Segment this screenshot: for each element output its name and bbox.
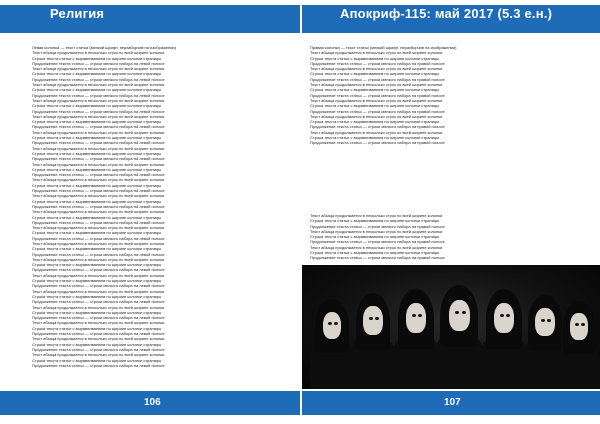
- text-line: Строка текста статьи с выравниванием по ширине колонки страницы: [32, 87, 162, 93]
- header-bar-left: [0, 5, 300, 33]
- hooded-figure: [350, 293, 396, 389]
- text-line: Текст абзаца продолжается в несколько строк по всей ширине колонки: [32, 177, 165, 183]
- hooded-figure: [434, 285, 484, 389]
- text-line: Строка текста статьи с выравниванием по ширине колонки страницы: [32, 325, 162, 331]
- text-line: Строка текста статьи с выравниванием по ширине колонки страницы: [310, 234, 440, 240]
- page-number-right: 107: [444, 397, 461, 408]
- text-line: Текст абзаца продолжается в несколько строк по всей ширине колонки: [310, 228, 443, 234]
- text-line: Продолжение текста статьи — строки мелкого набора на правой полосе: [310, 108, 445, 114]
- text-line: Строка текста статьи с выравниванием по ширине колонки страницы: [32, 182, 162, 188]
- text-line: Продолжение текста статьи — строки мелкого набора на левой полосе: [32, 140, 165, 146]
- text-line: Продолжение текста статьи — строки мелкого набора на левой полосе: [32, 172, 165, 178]
- hooded-figure: [392, 289, 440, 389]
- text-line: Продолжение текста статьи — строки мелкого набора на левой полосе: [32, 283, 165, 289]
- text-line: Продолжение текста статьи — строки мелкого набора на правой полосе: [310, 140, 445, 146]
- text-line: Текст абзаца продолжается в несколько строк по всей ширине колонки: [310, 244, 443, 250]
- text-line: Строка текста статьи с выравниванием по ширине колонки страницы: [32, 166, 162, 172]
- text-line: Продолжение текста статьи — строки мелкого набора на правой полосе: [310, 124, 445, 130]
- text-line: Левая колонка — текст статьи (мелкий шрифт, неразборчив на изображении): [32, 45, 176, 50]
- text-line: Правая колонка — текст статьи (мелкий шрифт, неразборчив на изображении): [310, 45, 457, 50]
- text-line: Продолжение текста статьи — строки мелкого набора на левой полосе: [32, 267, 165, 273]
- text-line: Строка текста статьи с выравниванием по ширине колонки страницы: [32, 278, 162, 284]
- text-line: Строка текста статьи с выравниванием по ширине колонки страницы: [32, 119, 162, 125]
- right-text-column-top: [310, 45, 578, 147]
- text-line: Строка текста статьи с выравниванием по ширине колонки страницы: [310, 87, 440, 93]
- text-line: Строка текста статьи с выравниванием по ширине колонки страницы: [310, 119, 440, 125]
- text-line: Продолжение текста статьи — строки мелкого набора на правой полосе: [310, 76, 445, 82]
- text-line: Строка текста статьи с выравниванием по ширине колонки страницы: [310, 103, 440, 109]
- hooded-figures-photo: [302, 265, 600, 389]
- text-line: Текст абзаца продолжается в несколько строк по всей ширине колонки: [32, 97, 165, 103]
- text-line: Строка текста статьи с выравниванием по ширине колонки страницы: [32, 103, 162, 109]
- text-line: Текст абзаца продолжается в несколько строк по всей ширине колонки: [32, 209, 165, 215]
- text-line: Текст абзаца продолжается в несколько строк по всей ширине колонки: [310, 97, 443, 103]
- text-line: Строка текста статьи с выравниванием по ширине колонки страницы: [32, 262, 162, 268]
- text-line: Продолжение текста статьи — строки мелкого набора на левой полосе: [32, 331, 165, 337]
- text-line: Строка текста статьи с выравниванием по ширине колонки страницы: [32, 55, 162, 61]
- text-line: Текст абзаца продолжается в несколько строк по всей ширине колонки: [32, 320, 165, 326]
- text-line: Продолжение текста статьи — строки мелкого набора на левой полосе: [32, 76, 165, 82]
- text-line: Строка текста статьи с выравниванием по ширине колонки страницы: [310, 55, 440, 61]
- text-line: Продолжение текста статьи — строки мелкого набора на левой полосе: [32, 299, 165, 305]
- text-line: Строка текста статьи с выравниванием по ширине колонки страницы: [310, 135, 440, 141]
- right-text-column-bottom: [310, 213, 578, 261]
- text-line: Текст абзаца продолжается в несколько строк по всей ширине колонки: [32, 113, 165, 119]
- text-line: Текст абзаца продолжается в несколько строк по всей ширине колонки: [32, 240, 165, 246]
- text-line: Продолжение текста статьи — строки мелкого набора на левой полосе: [32, 362, 165, 368]
- text-line: Продолжение текста статьи — строки мелкого набора на левой полосе: [32, 219, 165, 225]
- text-line: Строка текста статьи с выравниванием по ширине колонки страницы: [32, 71, 162, 77]
- text-line: Текст абзаца продолжается в несколько строк по всей ширине колонки: [310, 113, 443, 119]
- text-line: Текст абзаца продолжается в несколько строк по всей ширине колонки: [32, 256, 165, 262]
- text-line: Продолжение текста статьи — строки мелкого набора на левой полосе: [32, 92, 165, 98]
- text-line: Продолжение текста статьи — строки мелкого набора на правой полосе: [310, 239, 445, 245]
- hooded-figure: [558, 301, 600, 389]
- text-line: Строка текста статьи с выравниванием по ширине колонки страницы: [32, 135, 162, 141]
- text-line: Текст абзаца продолжается в несколько строк по всей ширине колонки: [32, 336, 165, 342]
- text-line: Продолжение текста статьи — строки мелкого набора на правой полосе: [310, 92, 445, 98]
- text-line: Продолжение текста статьи — строки мелкого набора на левой полосе: [32, 251, 165, 257]
- text-line: Текст абзаца продолжается в несколько строк по всей ширине колонки: [32, 145, 165, 151]
- page-number-left: 106: [144, 397, 161, 408]
- text-line: Продолжение текста статьи — строки мелкого набора на правой полосе: [310, 60, 445, 66]
- text-line: Строка текста статьи с выравниванием по ширине колонки страницы: [310, 71, 440, 77]
- text-line: Текст абзаца продолжается в несколько строк по всей ширине колонки: [310, 50, 443, 56]
- text-line: Строка текста статьи с выравниванием по ширине колонки страницы: [32, 341, 162, 347]
- left-text-column: [32, 45, 288, 370]
- text-line: Текст абзаца продолжается в несколько строк по всей ширине колонки: [32, 129, 165, 135]
- text-line: Строка текста статьи с выравниванием по ширине колонки страницы: [32, 150, 162, 156]
- text-line: Продолжение текста статьи — строки мелкого набора на левой полосе: [32, 346, 165, 352]
- text-line: Продолжение текста статьи — строки мелкого набора на левой полосе: [32, 188, 165, 194]
- text-line: Текст абзаца продолжается в несколько строк по всей ширине колонки: [32, 82, 165, 88]
- issue-title: Апокриф-115: май 2017 (5.3 е.н.): [340, 6, 553, 21]
- text-line: Текст абзаца продолжается в несколько строк по всей ширине колонки: [310, 82, 443, 88]
- text-line: Продолжение текста статьи — строки мелкого набора на левой полосе: [32, 60, 165, 66]
- section-title: Религия: [50, 6, 105, 21]
- text-line: Продолжение текста статьи — строки мелкого набора на левой полосе: [32, 124, 165, 130]
- text-line: Текст абзаца продолжается в несколько строк по всей ширине колонки: [32, 225, 165, 231]
- text-line: Строка текста статьи с выравниванием по ширине колонки страницы: [32, 293, 162, 299]
- text-line: Строка текста статьи с выравниванием по ширине колонки страницы: [310, 218, 440, 224]
- text-line: Строка текста статьи с выравниванием по ширине колонки страницы: [32, 309, 162, 315]
- text-line: Продолжение текста статьи — строки мелкого набора на левой полосе: [32, 203, 165, 209]
- text-line: Текст абзаца продолжается в несколько строк по всей ширине колонки: [32, 66, 165, 72]
- text-line: Текст абзаца продолжается в несколько строк по всей ширине колонки: [32, 352, 165, 358]
- text-line: Текст абзаца продолжается в несколько строк по всей ширине колонки: [310, 213, 443, 218]
- text-line: Продолжение текста статьи — строки мелкого набора на левой полосе: [32, 315, 165, 321]
- text-line: Текст абзаца продолжается в несколько строк по всей ширине колонки: [32, 272, 165, 278]
- text-line: Продолжение текста статьи — строки мелкого набора на левой полосе: [32, 156, 165, 162]
- text-line: Текст абзаца продолжается в несколько строк по всей ширине колонки: [32, 161, 165, 167]
- text-line: Текст абзаца продолжается в несколько строк по всей ширине колонки: [310, 66, 443, 72]
- text-line: Строка текста статьи с выравниванием по ширине колонки страницы: [32, 230, 162, 236]
- text-line: Текст абзаца продолжается в несколько строк по всей ширине колонки: [32, 304, 165, 310]
- text-line: Строка текста статьи с выравниванием по ширине колонки страницы: [32, 198, 162, 204]
- hooded-figure: [310, 299, 354, 389]
- text-line: Текст абзаца продолжается в несколько строк по всей ширине колонки: [32, 288, 165, 294]
- text-line: Строка текста статьи с выравниванием по ширине колонки страницы: [32, 246, 162, 252]
- text-line: Строка текста статьи с выравниванием по ширине колонки страницы: [32, 214, 162, 220]
- text-line: Продолжение текста статьи — строки мелкого набора на левой полосе: [32, 235, 165, 241]
- text-line: Продолжение текста статьи — строки мелкого набора на правой полосе: [310, 255, 445, 261]
- text-line: Строка текста статьи с выравниванием по ширине колонки страницы: [32, 357, 162, 363]
- text-line: Продолжение текста статьи — строки мелкого набора на правой полосе: [310, 223, 445, 229]
- text-line: Текст абзаца продолжается в несколько строк по всей ширине колонки: [310, 129, 443, 135]
- hooded-figure: [480, 289, 528, 389]
- text-line: Текст абзаца продолжается в несколько строк по всей ширине колонки: [32, 50, 165, 56]
- text-line: Строка текста статьи с выравниванием по ширине колонки страницы: [310, 250, 440, 256]
- text-line: Продолжение текста статьи — строки мелкого набора на левой полосе: [32, 108, 165, 114]
- text-line: Текст абзаца продолжается в несколько строк по всей ширине колонки: [32, 193, 165, 199]
